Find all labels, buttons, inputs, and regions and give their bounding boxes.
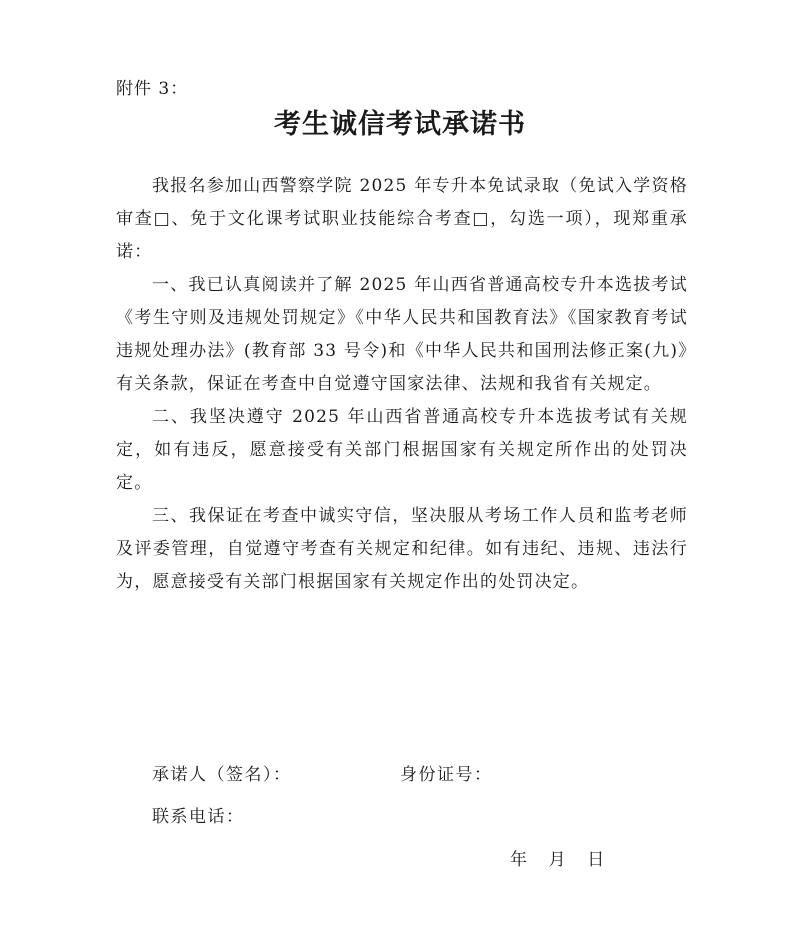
intro-paragraph: 我报名参加山西警察学院 2025 年专升本免试录取（免试入学资格审查□、免于文化课考试职业技能综合考查□，勾选一项），现郑重承诺： — [116, 176, 688, 262]
clause-two-paragraph: 二、我坚决遵守 2025 年山西省普通高校专升本选拔考试有关规定，如有违反，愿意接受有关部门根据国家有关规定所作出的处罚决定。 — [116, 407, 688, 493]
id-number-label: 身份证号： — [400, 765, 493, 785]
attachment-label: 附件 3： — [116, 79, 189, 99]
promisor-signature-label: 承诺人（签名）： — [152, 765, 292, 785]
clause-one-paragraph: 一、我已认真阅读并了解 2025 年山西省普通高校专升本选拔考试《考生守则及违规处罚规定》《中华人民共和国教育法》《国家教育考试违规处理办法》(教育部 33 号令)和《中华人民共和国刑法修正案(九)》有关条款，保证在考查中自觉遵守国家法律、法规和我省有关规定。 — [116, 275, 688, 394]
document-title: 考生诚信考试承诺书 — [274, 109, 526, 140]
clause-three-paragraph: 三、我保证在考查中诚实守信，坚决服从考场工作人员和监考老师及评委管理，自觉遵守考查有关规定和纪律。如有违纪、违规、违法行为，愿意接受有关部门根据国家有关规定作出的处罚决定。 — [116, 506, 688, 592]
date-line: 年 月 日 — [510, 850, 605, 870]
phone-label: 联系电话： — [152, 807, 245, 827]
commitment-body — [116, 170, 688, 599]
